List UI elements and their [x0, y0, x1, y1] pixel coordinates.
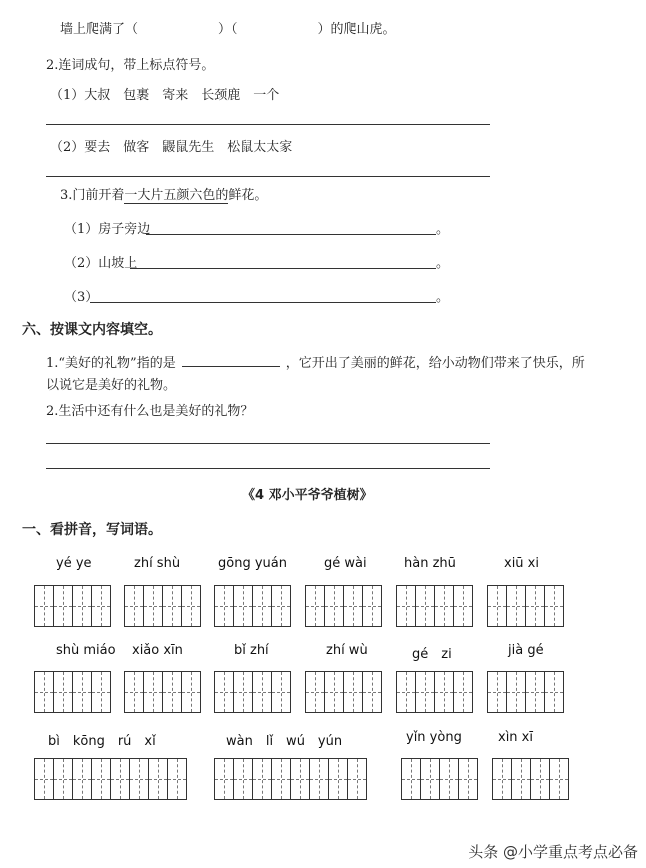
section-6-q1-post: ，它开出了美丽的鲜花，给小动物们带来了快乐，所: [285, 356, 585, 371]
q3-heading-underlined: 一大片五颜六色的: [124, 188, 229, 203]
pinyin-label: yǐn yòng: [406, 730, 462, 745]
section-6-q1-line2: 以说它是美好的礼物。: [46, 378, 177, 393]
pinyin-label: xiū xi: [504, 556, 539, 571]
answer-line[interactable]: [146, 234, 436, 235]
q3-item-1: （1）房子旁边: [64, 222, 151, 237]
pinyin-label: xìn xī: [498, 730, 533, 745]
top-sentence-suffix: ）的爬山虎。: [317, 22, 396, 37]
section-6-heading: 六、按课文内容填空。: [22, 322, 162, 338]
pinyin-label: shù miáo: [56, 643, 116, 658]
pinyin-label: wàn lǐ wú yún: [226, 734, 343, 749]
writing-grid[interactable]: [214, 758, 367, 800]
top-sentence: [60, 22, 396, 38]
writing-grid[interactable]: [214, 585, 291, 627]
writing-grid[interactable]: [124, 585, 201, 627]
pinyin-label: gé wài: [324, 556, 367, 571]
pinyin-label: xiǎo xīn: [132, 643, 183, 658]
pinyin-label: bì kōng rú xǐ: [48, 734, 156, 749]
writing-grid[interactable]: [34, 671, 111, 713]
section-6-q1: [46, 354, 585, 372]
q3-item-3: （3）: [64, 290, 99, 305]
writing-grid[interactable]: [124, 671, 201, 713]
answer-line[interactable]: [46, 176, 490, 177]
writing-grid[interactable]: [305, 585, 382, 627]
writing-grid[interactable]: [34, 585, 111, 627]
writing-grid[interactable]: [396, 585, 473, 627]
period: 。: [436, 290, 450, 305]
q2-heading: 2.连词成句，带上标点符号。: [46, 58, 215, 73]
section-6-q2: 2.生活中还有什么也是美好的礼物？: [46, 404, 254, 419]
pinyin-label: bǐ zhí: [234, 643, 269, 658]
q3-heading-pre: 3.门前开着: [60, 188, 125, 203]
answer-line[interactable]: [90, 302, 436, 303]
writing-grid[interactable]: [305, 671, 382, 713]
top-sentence-mid: ）（: [218, 22, 238, 37]
writing-grid[interactable]: [492, 758, 569, 800]
answer-line[interactable]: [46, 468, 490, 469]
writing-grid[interactable]: [34, 758, 187, 800]
q2-item-1: （1）大叔 包裹 寄来 长颈鹿 一个: [50, 88, 280, 103]
pinyin-label: hàn zhū: [404, 556, 456, 571]
pinyin-label: zhí shù: [134, 556, 181, 571]
pinyin-label: yé ye: [56, 556, 92, 571]
period: 。: [436, 222, 450, 237]
writing-grid[interactable]: [214, 671, 291, 713]
q3-heading: [60, 188, 267, 204]
writing-grid[interactable]: [401, 758, 478, 800]
pinyin-label: gōng yuán: [218, 556, 287, 571]
answer-line[interactable]: [130, 268, 436, 269]
q3-heading-post: 鲜花。: [228, 188, 268, 203]
answer-line[interactable]: [46, 443, 490, 444]
watermark: 头条 @小学重点考点必备: [468, 843, 638, 861]
pinyin-label: zhí wù: [326, 643, 368, 658]
section-6-q1-pre: 1.“美好的礼物”指的是: [46, 356, 176, 371]
top-sentence-prefix: 墙上爬满了（: [60, 22, 139, 37]
pinyin-label: jià gé: [508, 643, 544, 658]
writing-grid[interactable]: [396, 671, 473, 713]
period: 。: [436, 256, 450, 271]
q2-item-2: （2）要去 做客 鼹鼠先生 松鼠太太家: [50, 140, 293, 155]
writing-grid[interactable]: [487, 671, 564, 713]
section-1-heading: 一、看拼音，写词语。: [22, 522, 162, 538]
lesson-title: 《4 邓小平爷爷植树》: [242, 488, 373, 503]
writing-grid[interactable]: [487, 585, 564, 627]
answer-line[interactable]: [46, 124, 490, 125]
pinyin-label: gé zi: [412, 647, 452, 662]
q3-item-2: （2）山坡上: [64, 256, 138, 271]
